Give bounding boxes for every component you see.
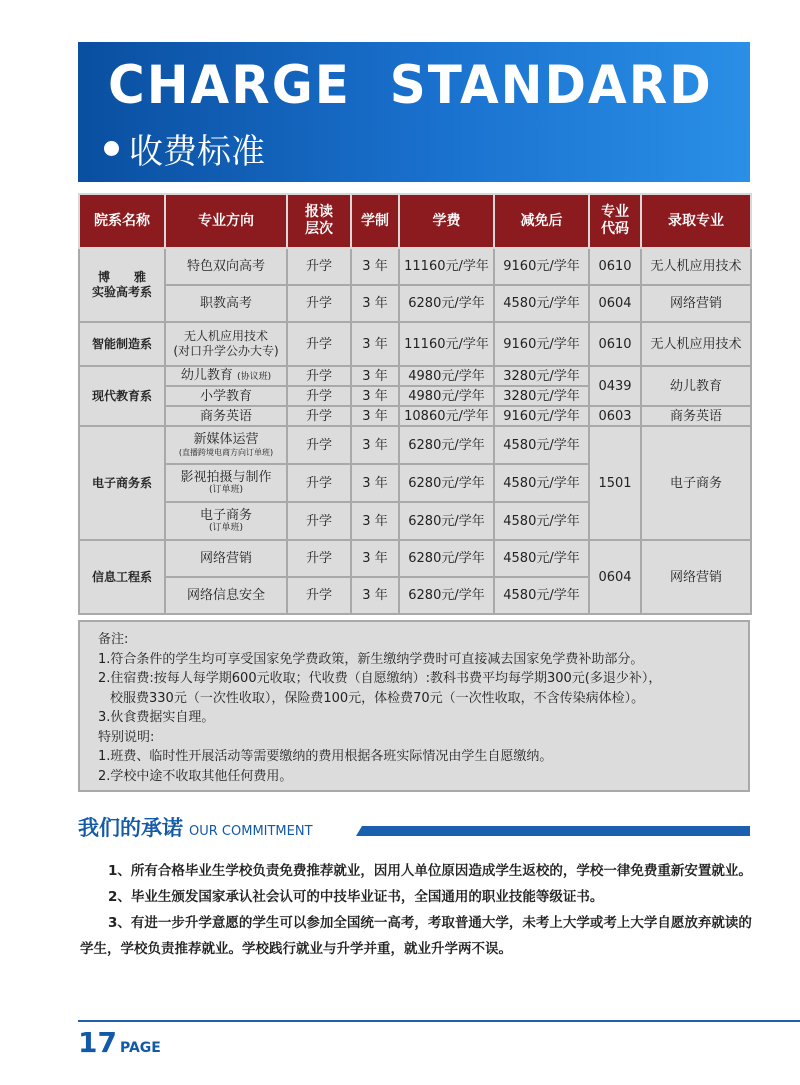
header-fee: 学费 — [399, 194, 494, 248]
major-label: 电子商务 — [199, 508, 252, 523]
net-cell: 4580元/学年 — [494, 502, 589, 540]
commitment-title-en: OUR COMMITMENT — [189, 824, 313, 839]
major-cell — [165, 426, 287, 464]
fee-cell: 11160元/学年 — [399, 248, 494, 285]
dept-cell: 信息工程系 — [79, 540, 165, 614]
years-cell: 3 年 — [351, 426, 399, 464]
notes-box — [78, 620, 750, 792]
note-line: 3.伙食费据实自理。 — [98, 710, 215, 725]
years-cell: 3 年 — [351, 502, 399, 540]
header-major: 专业方向 — [165, 194, 287, 248]
net-cell: 3280元/学年 — [494, 386, 589, 406]
level-cell: 升学 — [287, 540, 351, 577]
note-line: 备注: — [98, 632, 129, 647]
commitment-title-cn: 我们的承诺 — [78, 816, 183, 840]
major-cell — [165, 502, 287, 540]
admit-cell: 无人机应用技术 — [641, 248, 751, 285]
major-label: 影视拍摄与制作 — [180, 470, 272, 485]
major-note: (订单班) — [208, 523, 244, 533]
level-cell: 升学 — [287, 386, 351, 406]
years-cell: 3 年 — [351, 285, 399, 322]
note-line: 校服费330元（一次性收取），保险费100元，体检费70元（一次性收取，不含传染病体检）。 — [110, 690, 645, 706]
footer-divider — [78, 1020, 800, 1022]
major-cell: 小学教育 — [165, 386, 287, 406]
dept-cell: 现代教育系 — [79, 366, 165, 426]
table-row — [79, 248, 751, 285]
commitment-heading — [78, 812, 313, 842]
years-cell: 3 年 — [351, 322, 399, 366]
admit-cell: 无人机应用技术 — [641, 322, 751, 366]
table-row — [79, 322, 751, 366]
header-dept: 院系名称 — [79, 194, 165, 248]
net-cell: 9160元/学年 — [494, 322, 589, 366]
commitment-item: 3、有进一步升学意愿的学生可以参加全国统一高考，考取普通大学，未考上大学或考上大学自愿放弃就读的学生，学校负责推荐就业。学校践行就业与升学并重，就业升学两不误。 — [80, 915, 752, 957]
code-cell: 1501 — [589, 426, 641, 540]
admit-cell: 电子商务 — [641, 426, 751, 540]
note-line: 2.学校中途不收取其他任何费用。 — [98, 768, 293, 784]
level-cell: 升学 — [287, 577, 351, 614]
fee-cell: 6280元/学年 — [399, 464, 494, 502]
commitment-divider — [356, 826, 750, 836]
major-cell: 商务英语 — [165, 406, 287, 426]
dept-cell: 智能制造系 — [79, 322, 165, 366]
years-cell: 3 年 — [351, 248, 399, 285]
net-cell: 3280元/学年 — [494, 366, 589, 386]
level-cell: 升学 — [287, 502, 351, 540]
header-level: 报读 层次 — [287, 194, 351, 248]
years-cell: 3 年 — [351, 577, 399, 614]
code-cell: 0439 — [589, 366, 641, 406]
admit-cell: 网络营销 — [641, 540, 751, 614]
admit-cell: 商务英语 — [641, 406, 751, 426]
fee-cell: 6280元/学年 — [399, 577, 494, 614]
level-cell: 升学 — [287, 248, 351, 285]
level-cell: 升学 — [287, 406, 351, 426]
table-row — [79, 366, 751, 386]
banner-title-cn-text: 收费标准 — [129, 132, 265, 172]
major-cell — [165, 366, 287, 386]
header-admit: 录取专业 — [641, 194, 751, 248]
table-row — [79, 406, 751, 426]
admit-cell: 幼儿教育 — [641, 366, 751, 406]
net-cell: 9160元/学年 — [494, 248, 589, 285]
net-cell: 4580元/学年 — [494, 464, 589, 502]
page-word: PAGE — [119, 1040, 161, 1056]
table-row — [79, 285, 751, 322]
major-cell: 职教高考 — [165, 285, 287, 322]
years-cell: 3 年 — [351, 540, 399, 577]
fee-cell: 6280元/学年 — [399, 540, 494, 577]
note-line: 2.住宿费:按每人每学期600元收取；代收费（自愿缴纳）:教科书费平均每学期300元(多退少补）， — [98, 671, 662, 686]
dept-cell: 电子商务系 — [79, 426, 165, 540]
code-cell: 0610 — [589, 248, 641, 285]
header-years: 学制 — [351, 194, 399, 248]
title-banner — [78, 42, 750, 182]
major-label: 幼儿教育 — [180, 367, 233, 383]
code-cell: 0604 — [589, 540, 641, 614]
years-cell: 3 年 — [351, 386, 399, 406]
banner-title-en: CHARGE STANDARD — [108, 54, 713, 116]
header-net: 减免后 — [494, 194, 589, 248]
major-note: (订单班) — [208, 485, 244, 495]
table-header-row — [79, 194, 751, 248]
net-cell: 9160元/学年 — [494, 406, 589, 426]
years-cell: 3 年 — [351, 406, 399, 426]
level-cell: 升学 — [287, 464, 351, 502]
fee-cell: 4980元/学年 — [399, 366, 494, 386]
fee-table — [78, 193, 752, 615]
major-cell: 网络营销 — [165, 540, 287, 577]
banner-title-cn — [104, 124, 265, 173]
years-cell: 3 年 — [351, 366, 399, 386]
level-cell: 升学 — [287, 322, 351, 366]
page-number-value: 17 — [78, 1026, 117, 1059]
major-cell: 网络信息安全 — [165, 577, 287, 614]
fee-cell: 6280元/学年 — [399, 502, 494, 540]
major-label: 新媒体运营 — [193, 432, 259, 447]
fee-cell: 11160元/学年 — [399, 322, 494, 366]
page-number — [78, 1026, 161, 1059]
commitment-item: 1、所有合格毕业生学校负责免费推荐就业，因用人单位原因造成学生返校的，学校一律免费重新安置就业。 — [108, 863, 752, 879]
net-cell: 4580元/学年 — [494, 577, 589, 614]
note-line: 1.班费、临时性开展活动等需要缴纳的费用根据各班实际情况由学生自愿缴纳。 — [98, 749, 553, 764]
major-note: (协议班) — [237, 371, 272, 382]
commitment-body — [80, 858, 752, 962]
level-cell: 升学 — [287, 366, 351, 386]
admit-cell: 网络营销 — [641, 285, 751, 322]
fee-cell: 4980元/学年 — [399, 386, 494, 406]
bullet-icon — [104, 141, 119, 156]
major-cell: 无人机应用技术 (对口升学公办大专) — [165, 322, 287, 366]
major-cell: 特色双向高考 — [165, 248, 287, 285]
note-line: 1.符合条件的学生均可享受国家免学费政策，新生缴纳学费时可直接减去国家免学费补助部分。 — [98, 651, 644, 667]
net-cell: 4580元/学年 — [494, 540, 589, 577]
table-row — [79, 540, 751, 577]
years-cell: 3 年 — [351, 464, 399, 502]
code-cell: 0603 — [589, 406, 641, 426]
level-cell: 升学 — [287, 285, 351, 322]
net-cell: 4580元/学年 — [494, 426, 589, 464]
code-cell: 0604 — [589, 285, 641, 322]
code-cell: 0610 — [589, 322, 641, 366]
major-cell — [165, 464, 287, 502]
major-note: (直播跨境电商方向订单班) — [178, 448, 274, 457]
header-code: 专业 代码 — [589, 194, 641, 248]
fee-cell: 6280元/学年 — [399, 285, 494, 322]
dept-cell: 博 雅 实验高考系 — [79, 248, 165, 322]
net-cell: 4580元/学年 — [494, 285, 589, 322]
note-line: 特别说明: — [98, 729, 155, 745]
commitment-item: 2、毕业生颁发国家承认社会认可的中技毕业证书，全国通用的职业技能等级证书。 — [108, 889, 604, 905]
level-cell: 升学 — [287, 426, 351, 464]
fee-cell: 6280元/学年 — [399, 426, 494, 464]
fee-cell: 10860元/学年 — [399, 406, 494, 426]
table-row — [79, 426, 751, 464]
